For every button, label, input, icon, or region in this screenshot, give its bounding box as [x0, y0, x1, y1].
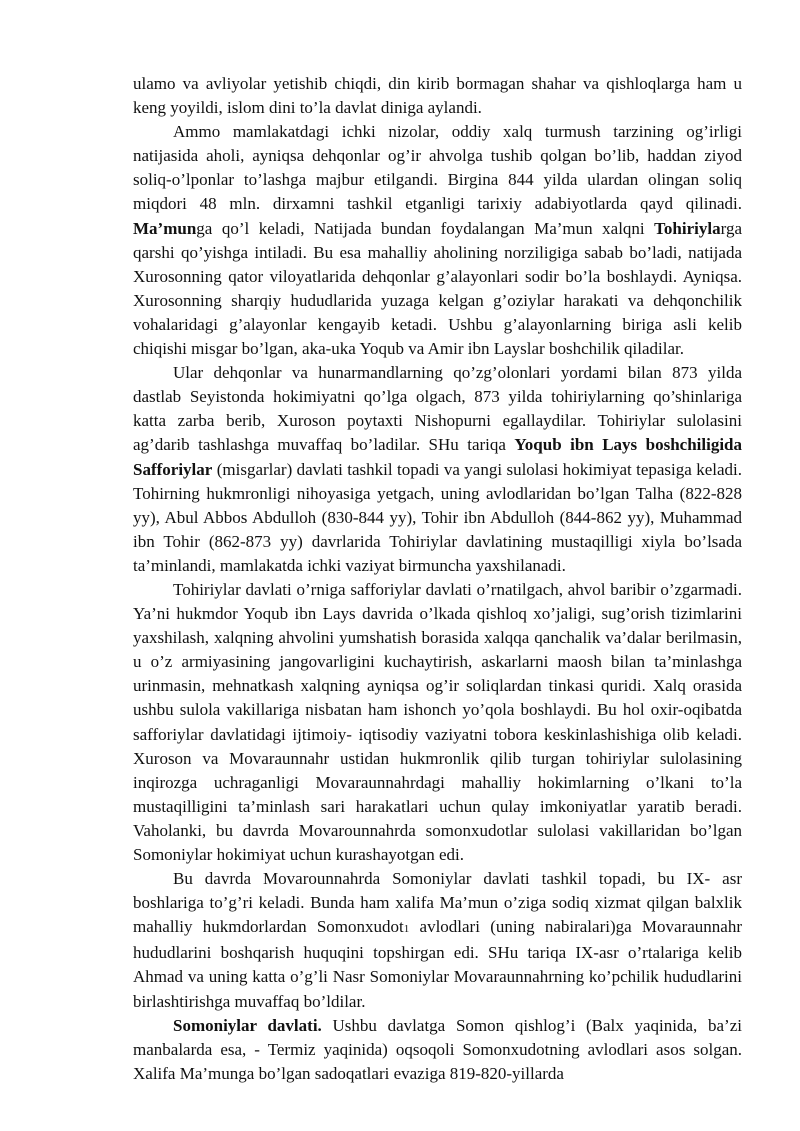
paragraph-1-text: ulamo va avliyolar yetishib chiqdi, din kirib bormagan shahar va qishloqlarga ham u keng yoyildi, islom dini to’la davlat diniga aylandi. — [133, 74, 742, 118]
footnote-marker: 1 — [403, 923, 410, 936]
paragraph-2-bold-tohiriylar: Tohiriyla — [654, 218, 721, 238]
paragraph-2-text-1: Ammo mamlakatdagi ichki nizolar, oddiy xalq turmush tarzining og’irligi natijasida aholi, ayniqsa dehqonlar og’ir ahvolga tushib qolgan bo’lib, haddan ziyod soliq-o’lponlar to’lashga majbur etilgandi. Birgina 844 yilda ulardan olingan soliq miqdori 48 mln. dirxamni tashkil etganligi tarixiy adabiyotlarda qayd qilinadi. — [133, 122, 742, 214]
paragraph-1 — [133, 72, 742, 120]
paragraph-4-text: Tohiriylar davlati o’rniga safforiylar davlati o’rnatilgach, ahvol baribir o’zgarmadi. Ya’ni hukmdor Yoqub ibn Lays davrida o’lkada qishloq xo’jaligi, sug’orish tizimlarini yaxshilash, xalqning ahvolini yumshatish borasida xalqqa qanchalik va’dalar berilmasin, u o’z armiyasining jangovarligini kuchaytirish, askarlarni maosh bilan ta’minlashga urinmasin, mehnatkash xalqning ayniqsa og’ir soliqlardan tinkasi quridi. Xalq orasida ushbu sulola vakillariga nisbatan ham ishonch yo’qola boshlaydi. Bu hol oxir-oqibatda safforiylar davlatidagi ijtimoiy- iqtisodiy vaziyatni tobora keskinlashishiga olib keladi. Xuroson va Movaraunnahr ustidan hukmronlik qilib turgan tohiriylar sulolasining inqirozga uchraganligi Movaraunnahrdagi mahalliy hokimlarning o’lkani to’la mustaqilligini ta’minlash sari harakatlari uchun qulay imkoniyatlar yaratib beradi. Vaholanki, bu davrda Movarounnahrda somonxudotlar sulolasi vakillaridan bo’lgan Somoniylar hokimiyat uchun kurashayotgan edi. — [133, 579, 742, 864]
paragraph-3 — [133, 361, 742, 578]
paragraph-5-text-2: avlodlari (uning nabiralari)ga Movaraunnahr hududlarini boshqarish huquqini topshirgan edi. SHu tariqa IX-asr o’rtalariga kelib Ahmad va uning katta o’g’li Nasr Somoniylar Movaraunnahrning ko’pchilik hududlarini birlashtirishga muvaffaq bo’ldilar. — [133, 917, 743, 1011]
paragraph-3-text-2: (misgarlar) davlati tashkil topadi va yangi sulolasi hokimiyat tepasiga keladi. Tohirning hukmronligi nihoyasiga yetgach, uning avlodlaridan bo’lgan Talha (822-828 yy), Abul Abbos Abdulloh (830-844 yy), Tohir ibn Abdulloh (844-862 yy), Muhammad ibn Tohir (862-873 yy) davrlarida Tohiriylar davlatining mustaqilligi xiyla bo’lsada ta’minlandi, mamlakatda ichki vaziyat birmuncha yaxshilanadi. — [133, 459, 742, 575]
paragraph-5 — [133, 867, 742, 1014]
paragraph-2-bold-mamun: Ma’mun — [133, 218, 197, 238]
paragraph-6-text: Ushbu davlatga Somon qishlog’i (Balx yaqinida, ba’zi manbalarda esa, - Termiz yaqinida) oqsoqoli Somonxudotning avlodlari asos solgan. Xalifa Ma’munga bo’lgan sadoqatlari evaziga 819-820-yillarda — [133, 1015, 742, 1083]
paragraph-3-text-1: Ular dehqonlar va hunarmandlarning qo’zg’olonlari yordami bilan 873 yilda dastlab Seyistonda hokimiyatni qo’lga olgach, 873 yilda tohiriylarning qo’shinlariga katta zarba berib, Xuroson poytaxti Nishopurni egallaydilar. Tohiriylar sulolasini ag’darib tashlashga muvaffaq bo’ladilar. SHu tariqa — [133, 363, 742, 455]
paragraph-4 — [133, 578, 742, 867]
paragraph-5-text-1: Bu davrda Movarounnahrda Somoniylar davlati tashkil topadi, bu IX- asr boshlariga to’g’ri keladi. Bunda ham xalifa Ma’mun o’ziga sodiq xizmat qilgan balxlik mahalliy hukmdorlardan Somonxudot — [133, 869, 742, 937]
paragraph-6-bold-heading: Somoniylar davlati. — [173, 1015, 322, 1035]
paragraph-2-text-2: ga qo’l keladi, Natijada bundan foydalangan Ma’mun xalqni — [196, 218, 655, 238]
paragraph-2 — [133, 120, 742, 361]
document-page — [133, 72, 742, 1086]
paragraph-2-text-3: rga qarshi qo’yishga intiladi. Bu esa mahalliy aholining norziligiga sabab bo’ladi, natijada Xurosonning qator viloyatlarida dehqonlar g’alayonlari sodir bo’la boshlaydi. Ayniqsa. Xurosonning sharqiy hududlarida yuzaga kelgan g’oziylar harakati va dehqonchilik vohalaridagi g’alayonlar kengayib ketadi. Ushbu g’alayonlarning biriga asli kelib chiqishi misgar bo’lgan, aka-uka Yoqub va Amir ibn Layslar boshchilik qiladilar. — [133, 218, 742, 359]
paragraph-3-bold-safforiylar: Yoqub ibn Lays boshchiligida Safforiylar — [133, 435, 742, 479]
paragraph-6 — [133, 1014, 742, 1086]
